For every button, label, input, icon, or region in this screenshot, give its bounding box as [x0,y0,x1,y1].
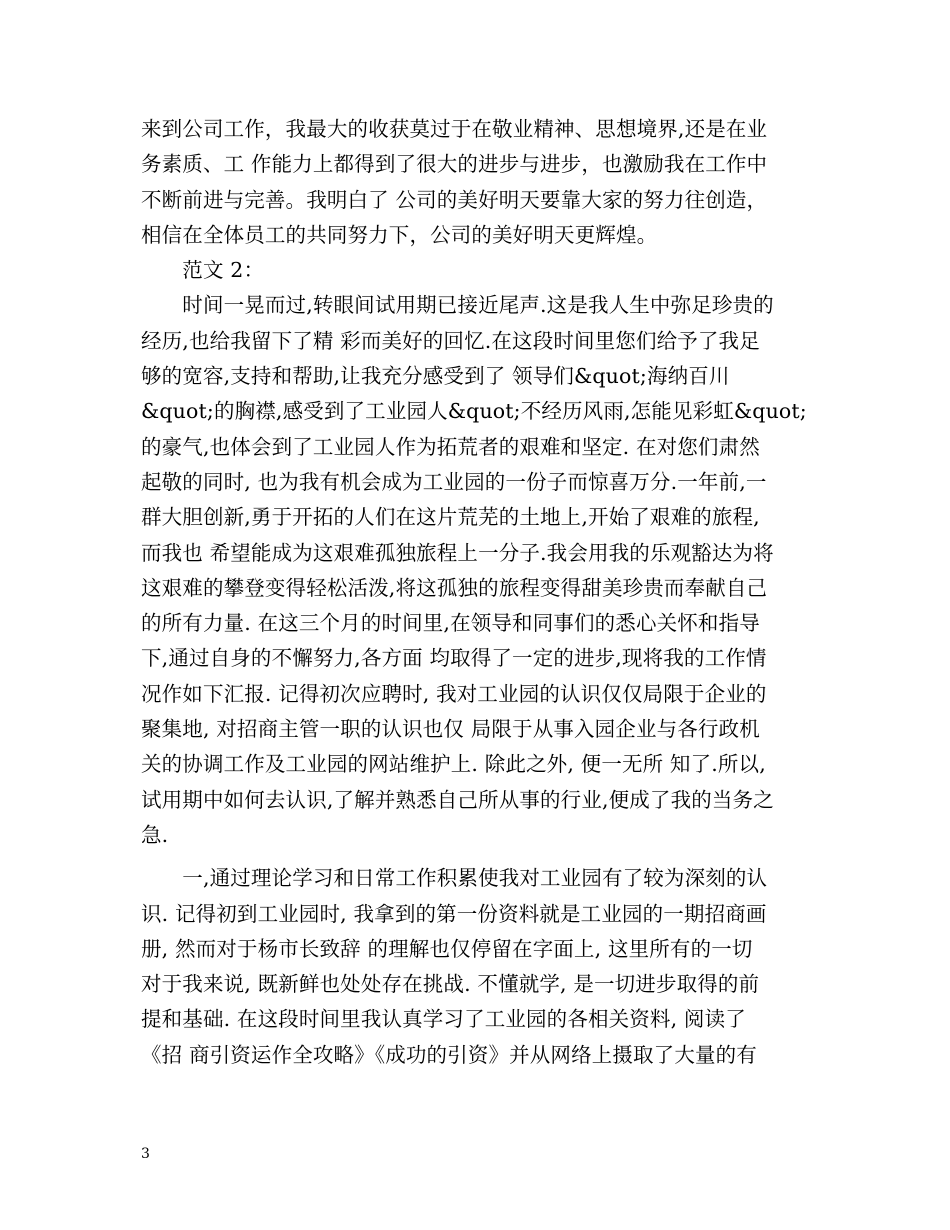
paragraph-gap [141,853,821,861]
text-line: 识. 记得初到工业园时, 我拿到的第一份资料就是工业园的一期招商画 [141,901,767,926]
text-line: 《招 商引资运作全攻略》《成功的引资》并从网络上摄取了大量的有 [141,1042,757,1067]
text-line: 时间一晃而过,转眼间试用期已接近尾声.这是我人生中弥足珍贵的 [141,293,774,318]
document-body [141,112,821,1073]
text-line: 急. [141,822,169,847]
text-line: 提和基础. 在这段时间里我认真学习了工业园的各相关资料, 阅读了 [141,1007,746,1032]
text-line: 的所有力量. 在这三个月的时间里,在领导和同事们的悉心关怀和指导 [141,611,760,636]
text-line: 起敬的同时, 也为我有机会成为工业园的一份子而惊喜万分.一年前,一 [141,469,767,494]
text-line: 对于我来说, 既新鲜也处处存在挑战. 不懂就学, 是一切进步取得的前 [141,972,760,997]
text-line: 况作如下汇报. 记得初次应聘时, 我对工业园的认识仅仅局限于企业的 [141,681,767,706]
page-number: 3 [141,1146,150,1162]
text-line: 来到公司工作，我最大的收获莫过于在敬业精神、思想境界,还是在业 [141,117,768,141]
text-line: 经历,也给我留下了精 彩而美好的回忆.在这段时间里您们给予了我足 [141,328,760,353]
text-line: 下,通过自身的不懈努力,各方面 均取得了一定的进步,现将我的工作情 [141,646,767,671]
text-line: 群大胆创新,勇于开拓的人们在这片荒芜的土地上,开始了艰难的旅程, [141,505,760,530]
text-line: 相信在全体员工的共同努力下，公司的美好明天更辉煌。 [141,222,658,247]
text-line: 这艰难的攀登变得轻松活泼,将这孤独的旅程变得甜美珍贵而奉献自己 [141,575,768,600]
text-line: 册, 然而对于杨市长致辞 的理解也仅停留在字面上, 这里所有的一切 [141,936,753,961]
section-heading: 范文 2： [141,258,265,283]
text-line: 务素质、工 作能力上都得到了很大的进步与进步，也激励我在工作中 [141,152,768,177]
text-line: &quot;的胸襟,感受到了工业园人&quot;不经历风雨,怎能见彩虹&quot; [141,399,807,424]
text-line: 不断前进与完善。我明白了 公司的美好明天要靠大家的努力往创造， [141,187,768,212]
text-line: 聚集地, 对招商主管一职的认识也仅 局限于从事入园企业与各行政机 [141,717,760,742]
text-line: 一,通过理论学习和日常工作积累使我对工业园有了较为深刻的认 [141,866,768,891]
text-line: 试用期中如何去认识,了解并熟悉自己所从事的行业,便成了我的当务之 [141,787,774,812]
text-line: 关的协调工作及工业园的网站维护上. 除此之外, 便一无所 知了.所以, [141,752,766,777]
text-line: 而我也 希望能成为这艰难孤独旅程上一分子.我会用我的乐观豁达为将 [141,540,774,565]
text-line: 够的宽容,支持和帮助,让我充分感受到了 领导们&quot;海纳百川 [141,364,730,389]
text-line: 的豪气,也体会到了工业园人作为拓荒者的艰难和坚定. 在对您们肃然 [141,434,760,459]
